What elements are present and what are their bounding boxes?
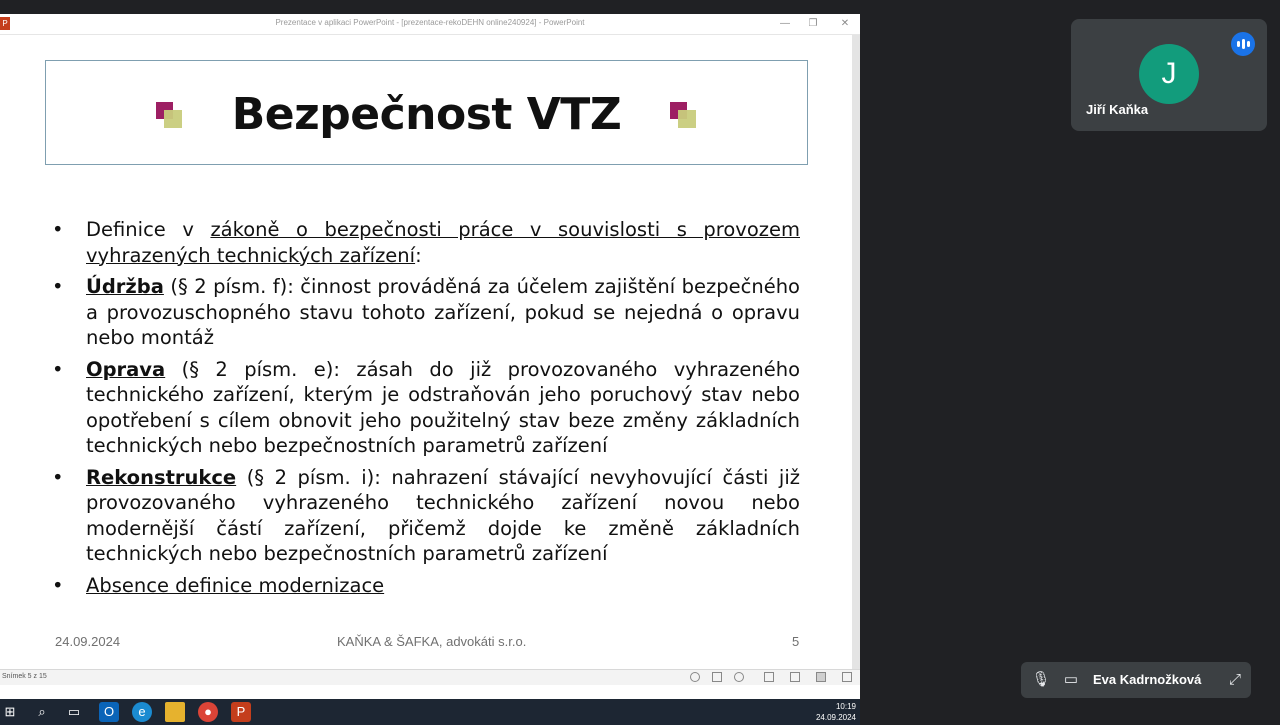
bullet-modernizace bbox=[50, 573, 800, 599]
vertical-scrollbar[interactable] bbox=[852, 35, 860, 675]
windows-start-icon[interactable]: ⊞ bbox=[4, 704, 16, 719]
window-title: Prezentace v aplikaci PowerPoint - [prezentace-rekoDEHN online240924] - PowerPoint bbox=[275, 18, 585, 27]
powerpoint-app-icon: P bbox=[0, 17, 10, 30]
law-reference-link[interactable]: zákoně o bezpečnosti práce v souvislosti s provozem vyhrazených technických zařízení bbox=[86, 218, 800, 267]
task-view-icon[interactable]: ▭ bbox=[67, 704, 81, 719]
expand-icon[interactable]: ⤢ bbox=[1228, 671, 1241, 688]
bullet-text: (§ 2 písm. i): nahrazení stávající nevyhovující části již provozovaného vyhrazeného technického zařízení novou nebo modernější částí zařízení, přičemž dojde ke změně základních technických nebo bezpečnostních parametrů zařízení bbox=[86, 465, 800, 565]
speaking-indicator-icon bbox=[1231, 32, 1255, 56]
bullet-udrzba bbox=[50, 274, 800, 351]
file-explorer-icon[interactable] bbox=[165, 702, 185, 722]
edge-icon[interactable]: e bbox=[132, 702, 152, 722]
normal-view-icon[interactable] bbox=[764, 672, 774, 682]
self-view-bar bbox=[1021, 662, 1251, 698]
bullet-text: : bbox=[415, 243, 422, 267]
bullet-text: (§ 2 písm. f): činnost prováděná za účelem zajištění bezpečného a provozuschopného stavu tohoto zařízení, pokud se nejedná o opravu nebo montáž bbox=[86, 275, 800, 349]
participant-name: Jiří Kaňka bbox=[1086, 102, 1149, 117]
slide-title: Bezpečnost VTZ bbox=[231, 89, 622, 140]
notes-icon[interactable] bbox=[712, 672, 722, 682]
next-icon[interactable] bbox=[734, 672, 744, 682]
shared-screen bbox=[0, 14, 860, 722]
search-icon[interactable]: ⌕ bbox=[38, 704, 46, 719]
restore-icon[interactable]: ❐ bbox=[808, 18, 818, 29]
avatar: J bbox=[1139, 44, 1199, 104]
ppt-title-bar bbox=[0, 14, 860, 35]
term-oprava: Oprava bbox=[86, 357, 166, 381]
participant-tile[interactable] bbox=[1071, 19, 1267, 131]
term-udrzba: Údržba bbox=[86, 275, 164, 298]
slideshow-icon[interactable] bbox=[842, 672, 852, 682]
footer-date: 24.09.2024 bbox=[55, 634, 121, 649]
chrome-icon[interactable]: ● bbox=[198, 702, 218, 722]
previous-icon[interactable] bbox=[690, 672, 700, 682]
mic-off-icon[interactable]: 🎙 bbox=[1031, 671, 1051, 688]
bullet-rekonstrukce bbox=[50, 465, 800, 567]
reading-view-icon[interactable] bbox=[816, 672, 826, 682]
decor-squares-icon bbox=[670, 102, 698, 130]
minimize-icon[interactable]: — bbox=[780, 18, 790, 29]
footer-company: KAŇKA & ŠAFKA, advokáti s.r.o. bbox=[337, 634, 527, 649]
footer-page-number: 5 bbox=[792, 634, 800, 649]
slide-sorter-icon[interactable] bbox=[790, 672, 800, 682]
clock-time: 10:19 bbox=[835, 702, 856, 711]
windows-taskbar bbox=[0, 699, 860, 725]
slide-counter: Snímek 5 z 15 bbox=[2, 673, 47, 680]
bullet-text: Definice v bbox=[86, 218, 211, 241]
self-name: Eva Kadrnožková bbox=[1093, 672, 1202, 687]
outlook-icon[interactable]: O bbox=[99, 702, 119, 722]
powerpoint-icon[interactable]: P bbox=[231, 702, 251, 722]
clock-date: 24.09.2024 bbox=[815, 713, 856, 722]
bullet-definition bbox=[50, 217, 800, 268]
bullet-list bbox=[50, 217, 800, 604]
bullet-text: (§ 2 písm. e): zásah do již provozovaného vyhrazeného technického zařízení, kterým je odstraňován jeho poruchový stav nebo opotřebení s cílem obnovit jeho použitelný stav beze změny základních technických nebo bezpečnostních parametrů zařízení bbox=[86, 357, 800, 457]
slide bbox=[0, 35, 852, 675]
modernizace-link[interactable]: Absence definice modernizace bbox=[86, 573, 385, 597]
close-icon[interactable]: ✕ bbox=[840, 18, 850, 29]
decor-square-olive bbox=[678, 110, 696, 128]
term-rekonstrukce: Rekonstrukce bbox=[86, 465, 237, 489]
camera-off-icon[interactable]: ▭ bbox=[1063, 671, 1079, 688]
status-bar bbox=[0, 669, 860, 685]
taskbar-clock[interactable] bbox=[816, 701, 856, 723]
slide-title-box bbox=[45, 60, 808, 165]
bullet-oprava bbox=[50, 357, 800, 459]
